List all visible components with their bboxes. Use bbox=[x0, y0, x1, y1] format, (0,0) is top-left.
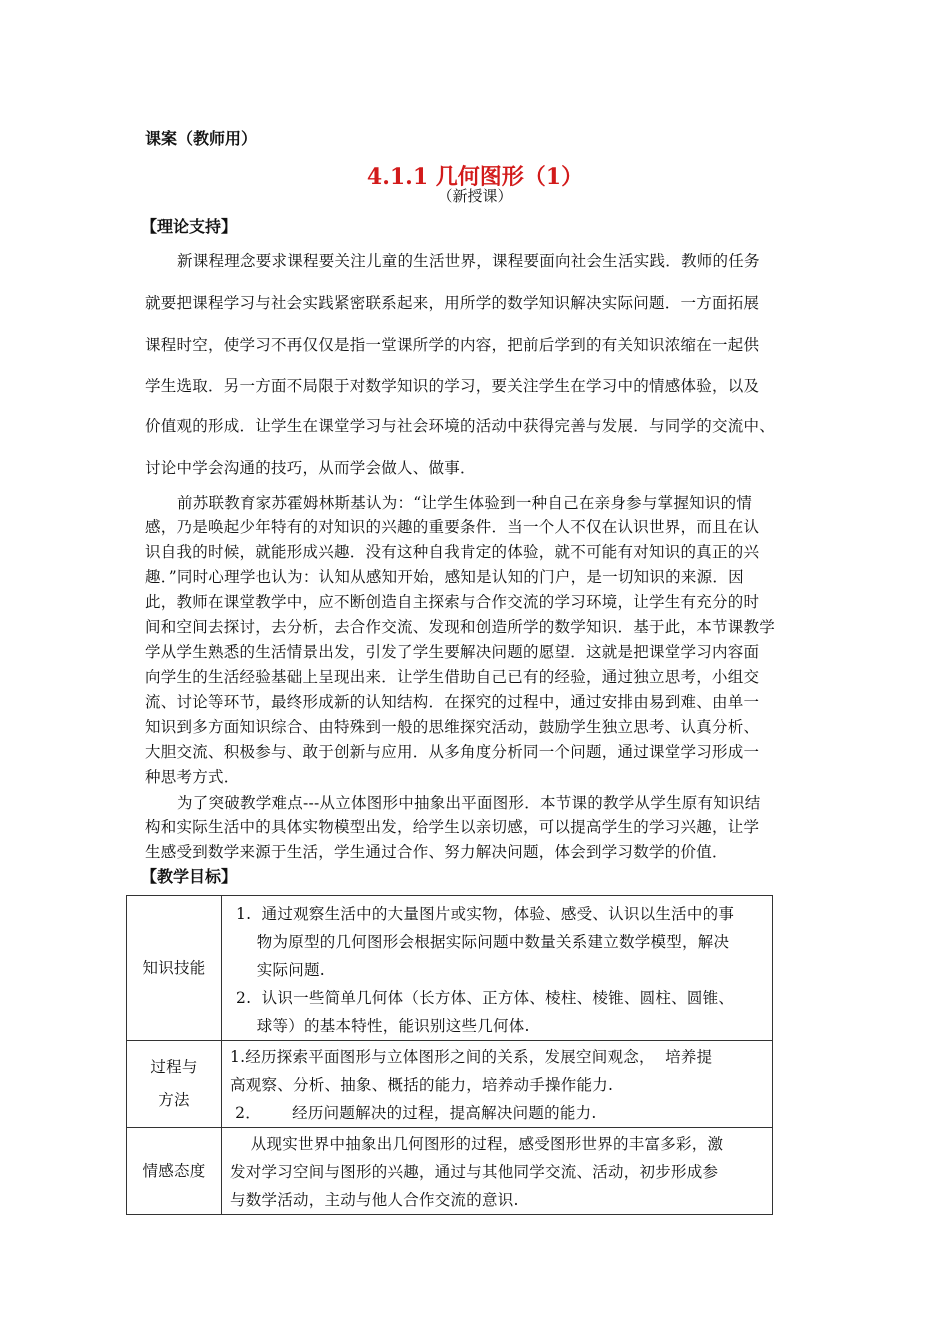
row-content bbox=[222, 896, 773, 1041]
goals-table bbox=[126, 895, 773, 1215]
row-line: 2. 认识一些简单几何体（长方体、正方体、棱柱、棱锥、圆柱、圆锥、 bbox=[236, 989, 735, 1007]
row-label bbox=[127, 1041, 222, 1128]
row-content bbox=[222, 1041, 773, 1128]
row-line: 2． 经历问题解决的过程，提高解决问题的能力. bbox=[230, 1104, 597, 1122]
theory-p2-line: 识自我的时候，就能形成兴趣．没有这种自我肯定的体验，就不可能有对知识的真正的兴 bbox=[145, 543, 760, 561]
table-row bbox=[127, 1128, 773, 1215]
theory-p2-line: 此，教师在课堂教学中，应不断创造自主探索与合作交流的学习环境，让学生有充分的时 bbox=[145, 593, 760, 611]
row-line: 1.经历探索平面图形与立体图形之间的关系，发展空间观念， 培养提 bbox=[230, 1048, 713, 1066]
theory-p2-line: 趣．”同时心理学也认为：认知从感知开始，感知是认知的门户，是一切知识的来源．因 bbox=[145, 568, 744, 586]
theory-p2-line: 感，乃是唤起少年特有的对知识的兴趣的重要条件．当一个人不仅在认识世界，而且在认 bbox=[145, 518, 760, 536]
row-label-text: 方法 bbox=[158, 1091, 190, 1109]
theory-p2-line: 向学生的生活经验基础上呈现出来．让学生借助自己已有的经验，通过独立思考，小组交 bbox=[145, 668, 760, 686]
theory-p2-line: 大胆交流、积极参与、敢于创新与应用．从多角度分析同一个问题，通过课堂学习形成一 bbox=[145, 743, 760, 761]
theory-p1-line: 新课程理念要求课程要关注儿童的生活世界，课程要面向社会生活实践．教师的任务 bbox=[177, 252, 760, 270]
theory-p2-line: 种思考方式． bbox=[145, 768, 240, 786]
theory-p2-line: 间和空间去探讨，去分析，去合作交流、发现和创造所学的数学知识．基于此，本节课教学 bbox=[145, 618, 776, 636]
theory-p3-line: 构和实际生活中的具体实物模型出发，给学生以亲切感，可以提高学生的学习兴趣，让学 bbox=[145, 818, 760, 836]
table-row bbox=[127, 1041, 773, 1128]
theory-p1-line: 学生选取．另一方面不局限于对数学知识的学习，要关注学生在学习中的情感体验，以及 bbox=[145, 377, 760, 395]
theory-p1-line: 价值观的形成．让学生在课堂学习与社会环境的活动中获得完善与发展．与同学的交流中、 bbox=[145, 417, 776, 435]
row-label-text: 知识技能 bbox=[142, 958, 206, 977]
goals-heading: 【教学目标】 bbox=[141, 867, 238, 886]
row-label bbox=[127, 1128, 222, 1215]
theory-p2-line: 流、讨论等环节，最终形成新的认知结构．在探究的过程中，通过安排由易到难、由单一 bbox=[145, 693, 760, 711]
theory-p1-line: 课程时空，使学习不再仅仅是指一堂课所学的内容，把前后学到的有关知识浓缩在一起供 bbox=[145, 336, 760, 354]
row-line: 物为原型的几何图形会根据实际问题中数量关系建立数学模型，解决 bbox=[236, 933, 730, 951]
document-subtitle: （新授课） bbox=[437, 187, 513, 205]
theory-p2-line: 前苏联教育家苏霍姆林斯基认为：“让学生体验到一种自己在亲身参与掌握知识的情 bbox=[177, 494, 753, 512]
row-label bbox=[127, 896, 222, 1041]
theory-p2-line: 学从学生熟悉的生活情景出发，引发了学生要解决问题的愿望．这就是把课堂学习内容面 bbox=[145, 643, 760, 661]
row-label-text: 情感态度 bbox=[142, 1161, 206, 1180]
row-line: 发对学习空间与图形的兴趣，通过与其他同学交流、活动，初步形成参 bbox=[230, 1163, 719, 1181]
theory-p3-line: 生感受到数学来源于生活，学生通过合作、努力解决问题，体会到学习数学的价值． bbox=[145, 843, 728, 861]
row-line: 高观察、分析、抽象、概括的能力，培养动手操作能力. bbox=[230, 1076, 614, 1094]
document-title: 4.1.1 几何图形（1） bbox=[366, 164, 584, 190]
row-line: 球等）的基本特性，能识别这些几何体. bbox=[236, 1017, 530, 1035]
theory-p3-line: 为了突破教学难点---从立体图形中抽象出平面图形．本节课的教学从学生原有知识结 bbox=[177, 794, 761, 812]
theory-p1-line: 就要把课程学习与社会实践紧密联系起来，用所学的数学知识解决实际问题．一方面拓展 bbox=[145, 294, 760, 312]
row-content bbox=[222, 1128, 773, 1215]
row-line: 实际问题. bbox=[236, 961, 325, 979]
row-label-text: 过程与 bbox=[150, 1058, 198, 1076]
row-line: 1. 通过观察生活中的大量图片或实物，体验、感受、认识以生活中的事 bbox=[236, 905, 735, 923]
theory-p1-line: 讨论中学会沟通的技巧，从而学会做人、做事． bbox=[145, 459, 476, 477]
theory-p2-line: 知识到多方面知识综合、由特殊到一般的思维探究活动，鼓励学生独立思考、认真分析、 bbox=[145, 718, 760, 736]
row-line: 与数学活动，主动与他人合作交流的意识. bbox=[230, 1191, 519, 1209]
table-row bbox=[127, 896, 773, 1041]
doc-label: 课案（教师用） bbox=[145, 129, 258, 148]
theory-heading: 【理论支持】 bbox=[141, 217, 238, 236]
row-line: 从现实世界中抽象出几何图形的过程，感受图形世界的丰富多彩，激 bbox=[230, 1135, 724, 1153]
